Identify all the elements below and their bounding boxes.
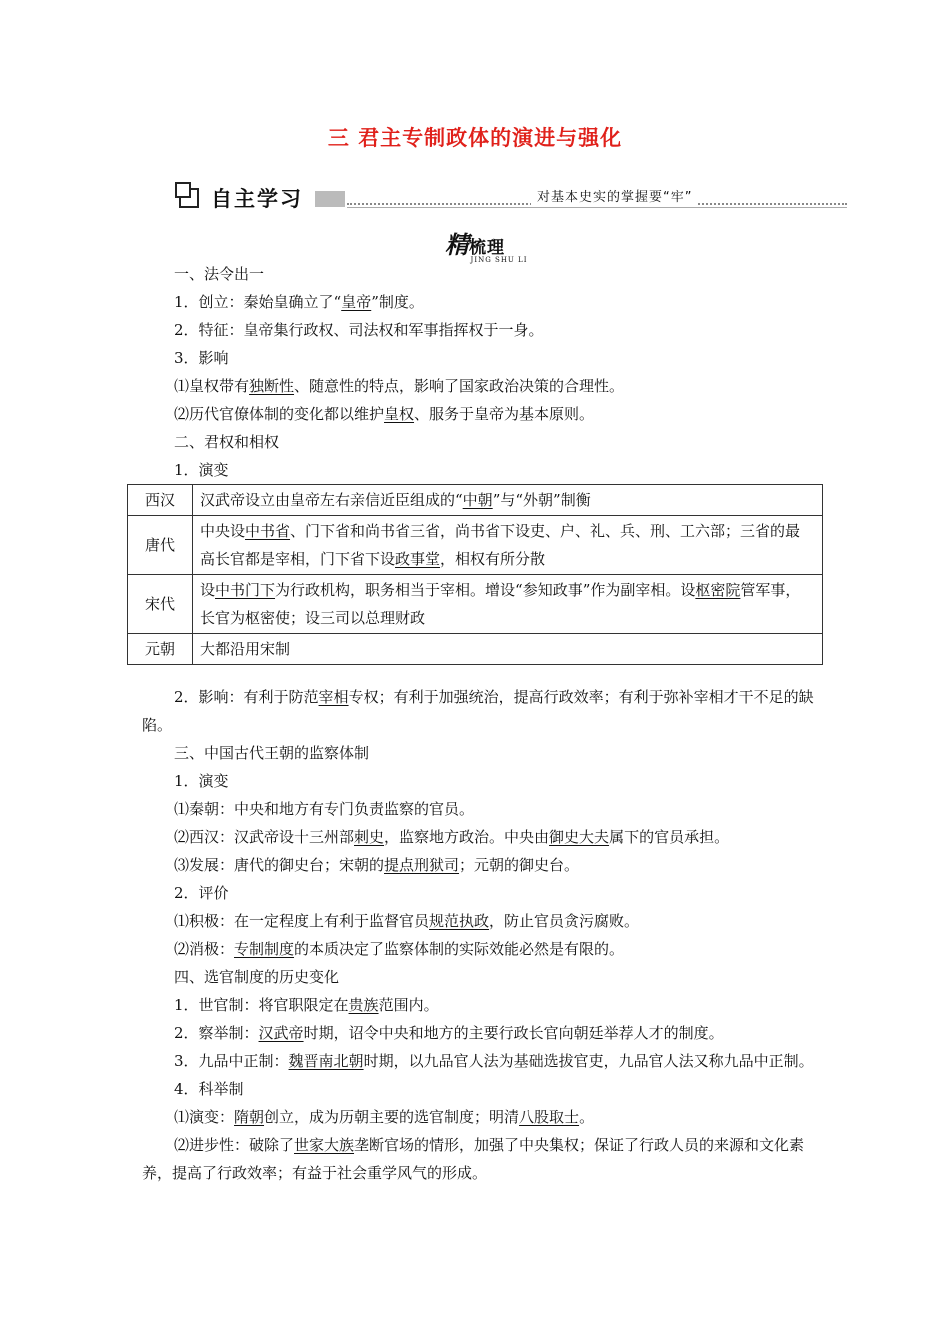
text-line: 2．察举制：汉武帝时期，诏令中央和地方的主要行政长官向朝廷举荐人才的制度。 — [174, 1024, 724, 1042]
text-line: ⑴积极：在一定程度上有利于监督官员规范执政，防止官员贪污腐败。 — [174, 912, 640, 930]
logo-pinyin: JING SHU LI — [470, 256, 528, 264]
table-row — [128, 485, 823, 516]
text-line: ⑵历代官僚体制的变化都以维护皇权、服务于皇帝为基本原则。 — [174, 405, 595, 423]
table-era-cell: 西汉 — [128, 485, 193, 516]
text-line: ⑵进步性：破除了世家大族垄断官场的情形，加强了中央集权；保证了行政人员的来源和文化素养，提高了行政效率；有益于社会重学风气的形成。 — [142, 1136, 805, 1182]
jing-shu-li-logo — [0, 225, 950, 264]
banner-grey-block — [315, 191, 345, 207]
page-title: 三 君主专制政体的演进与强化 — [327, 125, 623, 150]
table-era-cell: 宋代 — [128, 575, 193, 634]
table-desc-cell: 汉武帝设立由皇帝左右亲信近臣组成的“中朝”与“外朝”制衡 — [193, 485, 823, 516]
text-line: 1．创立：秦始皇确立了“皇帝”制度。 — [174, 293, 424, 311]
section-heading: 一、法令出一 — [174, 265, 265, 283]
logo-small-chars: 梳理 — [469, 238, 505, 258]
table-era-cell: 唐代 — [128, 516, 193, 575]
section-heading: 四、选官制度的历史变化 — [174, 968, 340, 986]
section-banner — [175, 182, 847, 212]
table-desc-cell: 设中书门下为行政机构，职务相当于宰相。增设“参知政事”作为副宰相。设枢密院管军事，长官为枢密使；设三司以总理财政 — [193, 575, 823, 634]
text-line: 2．评价 — [174, 884, 229, 902]
table-era-cell: 元朝 — [128, 634, 193, 665]
text-line: ⑴秦朝：中央和地方有专门负责监察的官员。 — [174, 800, 475, 818]
chancellor-power-table — [127, 484, 823, 665]
banner-heading: 自主学习 — [211, 187, 303, 211]
text-line: ⑶发展：唐代的御史台；宋朝的提点刑狱司；元朝的御史台。 — [174, 856, 580, 874]
text-line: 1．演变 — [174, 772, 229, 790]
table-row — [128, 634, 823, 665]
table-row — [128, 575, 823, 634]
table-row — [128, 516, 823, 575]
text-line: 3．九品中正制：魏晋南北朝时期，以九品官人法为基础选拔官吏，九品官人法又称九品中正制。 — [174, 1052, 814, 1070]
banner-rule — [347, 207, 847, 208]
text-line: ⑴演变：隋朝创立，成为历朝主要的选官制度；明清八股取士。 — [174, 1108, 595, 1126]
banner-tagline: 对基本史实的掌握要“牢” — [531, 186, 698, 205]
logo-big-char: 精 — [445, 230, 469, 259]
text-line: ⑴皇权带有独断性、随意性的特点，影响了国家政治决策的合理性。 — [174, 377, 625, 395]
text-line: 4．科举制 — [174, 1080, 244, 1098]
text-line: 2．特征：皇帝集行政权、司法权和军事指挥权于一身。 — [174, 321, 544, 339]
text-line: ⑵西汉：汉武帝设十三州部刺史，监察地方政治。中央由御史大夫属下的官员承担。 — [174, 828, 730, 846]
text-line: 1．世官制：将官职限定在贵族范围内。 — [174, 996, 439, 1014]
table-desc-cell: 大都沿用宋制 — [193, 634, 823, 665]
text-line: 1．演变 — [174, 461, 229, 479]
text-line: 2．影响：有利于防范宰相专权；有利于加强统治，提高行政效率；有利于弥补宰相才干不足的缺陷。 — [142, 688, 814, 734]
text-line: ⑵消极：专制制度的本质决定了监察体制的实际效能必然是有限的。 — [174, 940, 625, 958]
section-heading: 三、中国古代王朝的监察体制 — [174, 744, 370, 762]
banner-square-icon-2 — [175, 182, 191, 198]
main-content — [142, 260, 822, 1187]
text-line: 3．影响 — [174, 349, 229, 367]
section-heading: 二、君权和相权 — [174, 433, 280, 451]
table-desc-cell: 中央设中书省、门下省和尚书省三省，尚书省下设吏、户、礼、兵、刑、工六部；三省的最高长官都是宰相，门下省下设政事堂，相权有所分散 — [193, 516, 823, 575]
